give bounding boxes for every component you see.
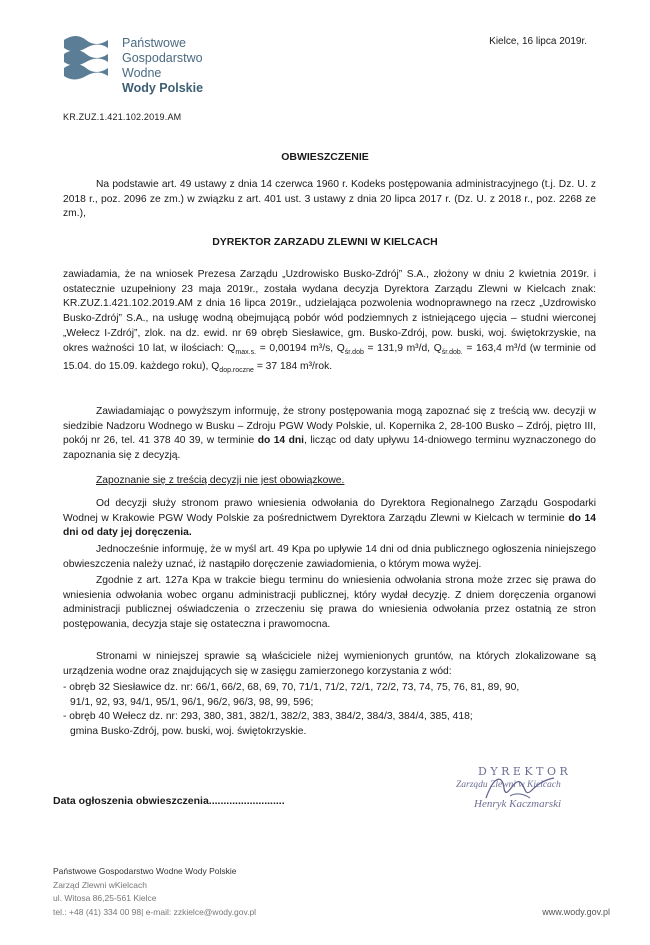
q-max-value: = 0,00194 m³/s, bbox=[259, 342, 334, 354]
publication-date-line: Data ogłoszenia obwieszczenia.......................... bbox=[53, 795, 285, 807]
logo-line-2: Gospodarstwo Wodne bbox=[122, 51, 203, 80]
appeal-paragraph bbox=[63, 497, 596, 541]
appeal-text: Od decyzji służy stronom prawo wniesienia odwołania do Dyrektora Regionalnego Zarządu Gospodarki Wodnej w Krakowie PGW Wody Polskie za pośrednictwem Dyrektora Zarządu Zlewni w Kielcach w terminie bbox=[63, 498, 596, 524]
waiver-paragraph bbox=[63, 574, 596, 633]
service-paragraph bbox=[63, 543, 596, 572]
q-sr2-label: Q bbox=[433, 342, 442, 354]
decision-text: zawiadamia, że na wniosek Prezesa Zarządu „Uzdrowisko Busko-Zdrój” S.A., złożony w dniu 2 kwietnia 2019r. i ostatecznie uzupełniony 23 maja 2019r., została wydana decyzja Dyrektora Zarządu Zlewni w Kielcach znak: KR.ZUZ.1.421.102.2019.AM z dnia 16 lipca 2019r., udzielająca pozwolenia wodnoprawnego na rzecz „Uzdrowisko Busko-Zdrój” S.A., na usługę wodną obejmującą pobór wód podziemnych z istniejącego ujęcia – studni wierconej „Wełecz I-Zdrój”, zlok. na dz. ewid. nr 69 obręb Siesławice, gm. Busko-Zdrój, pow. buski, woj. świętokrzyskie, na okres ważności 10 lat, w ilościach: bbox=[63, 269, 596, 354]
q-sr2-value: = 163,4 m³/d (w terminie od 15.04. do 15.09. każdego roku), bbox=[63, 342, 596, 373]
logo-line-1: Państwowe bbox=[122, 36, 186, 50]
owners-text: Stronami w niniejszej sprawie są właściciele niżej wymienionych gruntów, na których zlokalizowane są urządzenia wodne oraz znajdujących się w zasięgu zamierzonego korzystania z wód: bbox=[63, 651, 596, 677]
q-sr-value: = 131,9 m³/d, bbox=[367, 342, 431, 354]
legal-basis-text: Na podstawie art. 49 ustawy z dnia 14 czerwca 1960 r. Kodeks postępowania administracyjnego (t.j. Dz. U. z 2018 r., poz. 2096 ze zm.) w związku z art. 401 ust. 3 ustawy z dnia 20 lipca 2017 r. (Dz. U. z 2018 r., poz. 2268 ze zm.), bbox=[63, 179, 596, 220]
footer-org: Państwowe Gospodarstwo Wodne Wody Polskie bbox=[53, 866, 237, 876]
notice-paragraph bbox=[63, 405, 596, 464]
footer-website-link[interactable]: www.wody.gov.pl bbox=[542, 907, 610, 917]
reference-number: KR.ZUZ.1.421.102.2019.AM bbox=[63, 112, 182, 122]
document-title: OBWIESZCZENIE bbox=[281, 151, 369, 163]
parcel-list bbox=[63, 681, 603, 740]
q-roczne-sub: dop.roczne bbox=[219, 367, 254, 375]
logo-line-3: Wody Polskie bbox=[122, 81, 204, 95]
waiver-text: Zgodnie z art. 127a Kpa w trakcie biegu terminu do wniesienia odwołania strona może zrzec się prawa do wniesienia odwołania wobec organu administracji publicznej, który wydał decyzję. Z dniem doręczenia organowi administracji publicznej oświadczenia o zrzeczeniu się prawa do wniesienia odwołania przez ostatnią ze stron postępowania, decyzja staje się ostateczna i prawomocna. bbox=[63, 575, 596, 631]
q-max-sub: max.s. bbox=[235, 348, 257, 356]
q-roczne-value: = 37 184 m³/rok. bbox=[256, 361, 333, 373]
notice-deadline: do 14 dni bbox=[257, 435, 305, 447]
not-required-notice bbox=[63, 474, 463, 489]
parcel-line: 91/1, 92, 93, 94/1, 95/1, 96/1, 96/2, 96/3, 98, 99, 596; bbox=[70, 696, 314, 708]
stamp-name: Henryk Kaczmarski bbox=[474, 798, 562, 810]
q-sr-sub: śr.dob bbox=[344, 348, 364, 356]
stamp-unit: Zarządu Zlewni w Kielcach bbox=[456, 780, 561, 790]
parcel-line: gmina Busko-Zdrój, pow. buski, woj. świętokrzyskie. bbox=[70, 726, 307, 738]
appeal-deadline: do 14 dni od daty jej doręczenia. bbox=[63, 512, 596, 539]
notice-text-before: Zawiadamiając o powyższym informuję, że strony postępowania mogą zapoznać się z treścią ww. decyzji w siedzibie Nadzoru Wodnego w Busku – Zdroju PGW Wody Polskie, ul. Kopernika 2, 28-100 Busko – Zdrój, piętro III, pokój nr 26, tel. 41 378 40 39, w terminie bbox=[63, 406, 596, 447]
q-max-label: Q bbox=[227, 342, 236, 354]
authority-heading: DYREKTOR ZARZADU ZLEWNI W KIELCACH bbox=[212, 236, 438, 248]
footer-address bbox=[53, 865, 256, 919]
decision-paragraph bbox=[63, 268, 596, 379]
notice-text-after: , licząc od daty upływu 14-dniowego terminu wyznaczonego do zapoznania się z decyzją. bbox=[63, 435, 596, 462]
q-sr2-sub: śr.dob. bbox=[441, 348, 463, 356]
not-required-text: Zapoznanie się z treścią decyzji nie jest obowiązkowe. bbox=[96, 475, 345, 486]
director-signature-stamp bbox=[440, 760, 610, 815]
legal-basis-paragraph bbox=[63, 178, 596, 222]
waves-logo-icon bbox=[60, 32, 112, 80]
stamp-title: DYREKTOR bbox=[478, 765, 572, 778]
footer-contact: tel.: +48 (41) 334 00 98| e-mail: zzkielce@wody.gov.pl bbox=[53, 906, 257, 917]
footer-street: ul. Witosa 86,25-561 Kielce bbox=[53, 893, 157, 903]
owners-paragraph bbox=[63, 650, 596, 679]
footer-unit: Zarząd Zlewni wKielcach bbox=[53, 879, 148, 890]
organization-logo bbox=[60, 28, 230, 95]
parcel-line: - obręb 40 Wełecz dz. nr: 293, 380, 381, 382/1, 382/2, 383, 384/2, 384/3, 384/4, 385, 418; bbox=[63, 711, 473, 723]
q-sr-label: Q bbox=[336, 342, 345, 354]
parcel-line: - obręb 32 Siesławice dz. nr: 66/1, 66/2, 68, 69, 70, 71/1, 71/2, 72/1, 72/2, 73, 74, 75, 76, 81, 89, 90, bbox=[63, 682, 520, 693]
document-date: Kielce, 16 lipca 2019r. bbox=[489, 36, 587, 47]
q-roczne-label: Q bbox=[211, 361, 220, 373]
service-text: Jednocześnie informuję, że w myśl art. 49 Kpa po upływie 14 dni od dnia publicznego ogłoszenia niniejszego obwieszczenia należy uznać, iż nastąpiło doręczenie zawiadomienia, o którym mowa wyżej. bbox=[63, 544, 596, 570]
